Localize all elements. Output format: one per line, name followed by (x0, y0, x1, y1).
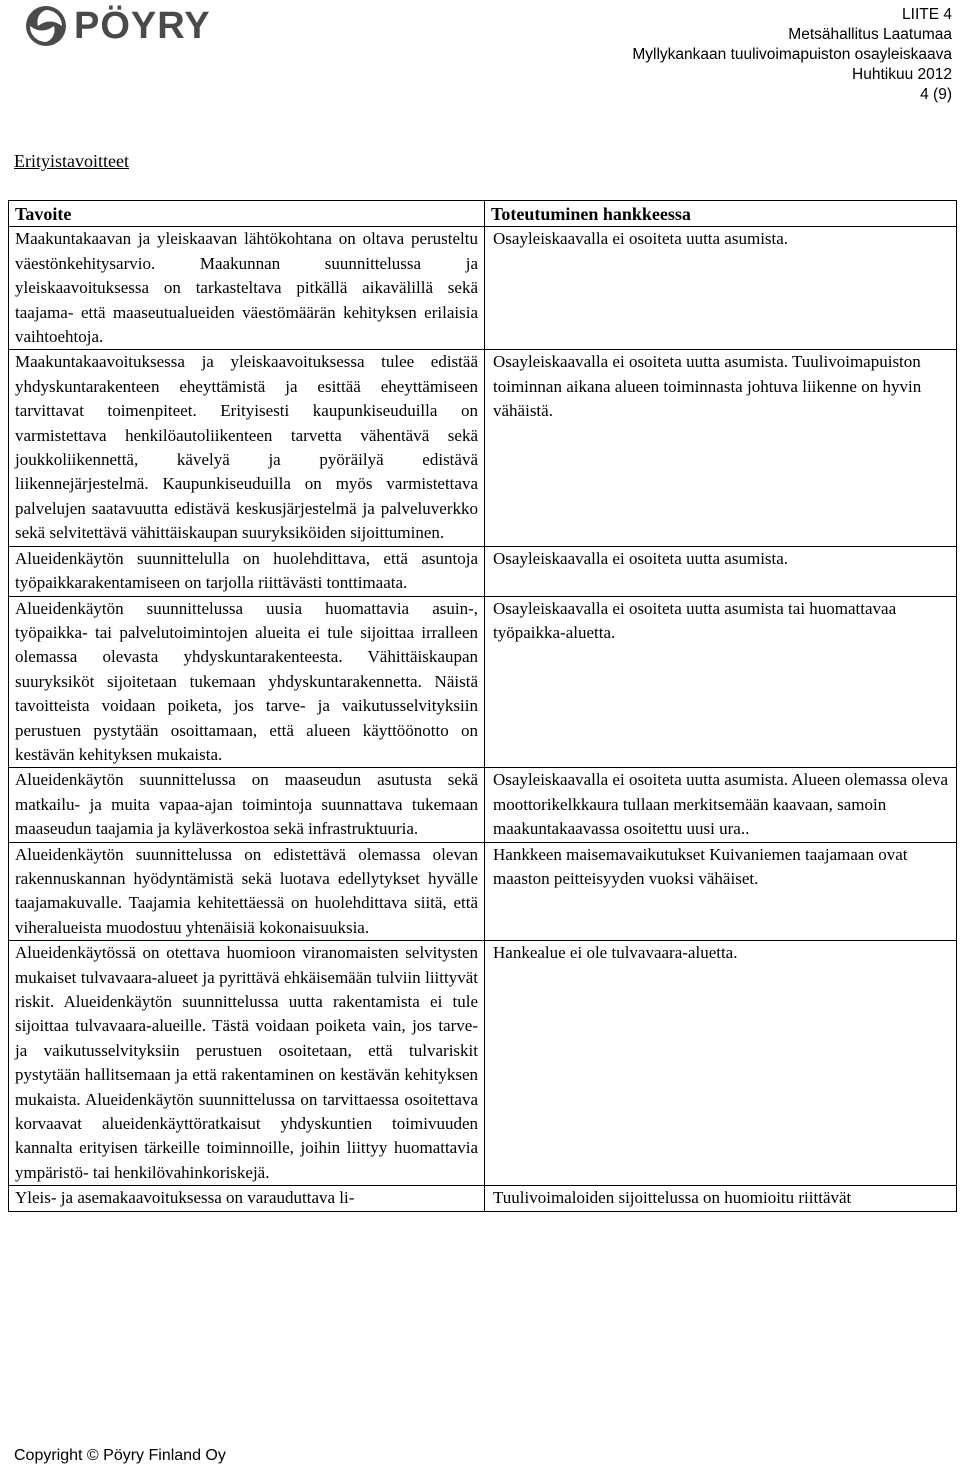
attachment-label: LIITE 4 (902, 6, 952, 23)
table-row (9, 350, 957, 546)
poyry-logo-icon (24, 4, 68, 48)
goal-cell: Alueidenkäytön suunnittelulla on huolehdittava, että asuntoja työpaikkarakentamiseen on tarjolla riittävästi tonttimaata. (9, 546, 485, 596)
company-logo (24, 4, 211, 48)
result-cell: Hankealue ei ole tulvavaara-aluetta. (485, 941, 957, 1186)
goal-cell: Alueidenkäytön suunnittelussa uusia huomattavia asuin-, työpaikka- tai palvelutoimintojen alueita ei tule sijoittaa irralleen olemassa olevasta yhdyskuntarakenteesta. Vähittäiskaupan suuryksiköt sijoitetaan tukemaan yhdyskuntarakennetta. Näistä tavoitteista voidaan poiketa, jos tarve- ja vaikutusselvityksiin perustuen pystytään osoittamaan, että alueen käyttöönotto on kestävän kehityksen mukaista. (9, 596, 485, 768)
column-header-result: Toteutuminen hankkeessa (485, 201, 957, 227)
goal-cell: Alueidenkäytön suunnittelussa on edistettävä olemassa olevan rakennuskannan hyödyntämistä sekä luotava edellytykset hyvälle taajamakuvalle. Taajamia kehitettäessä on huolehdittava siitä, että viheralueista muodostuu yhtenäisiä kokonaisuuksia. (9, 842, 485, 941)
client-name: Metsähallitus Laatumaa (788, 26, 952, 43)
table-row (9, 1186, 957, 1211)
goal-cell: Yleis- ja asemakaavoituksessa on varauduttava li- (9, 1186, 485, 1211)
logo-wordmark: PÖYRY (74, 5, 211, 47)
table-row (9, 768, 957, 842)
goal-cell: Alueidenkäytössä on otettava huomioon viranomaisten selvitysten mukaiset tulvavaara-alueet ja pyrittävä ehkäisemään tulviin liittyvät riskit. Alueidenkäytön suunnittelussa uutta rakentamista ei tule sijoittaa tulvavaara-alueille. Tästä voidaan poiketa vain, jos tarve- ja vaikutusselvityksiin perustuen osoitetaan, että tulvariskit pystytään hallitsemaan ja että rakentaminen on kestävän kehityksen mukaista. Alueidenkäytön suunnittelussa on tarvittaessa osoitettava korvaavat alueidenkäyttöratkaisut yhdyskuntien toimivuuden kannalta erityisen tärkeille toiminnoille, joihin liittyy huomattavia ympäristö- tai henkilövahinkoriskejä. (9, 941, 485, 1186)
result-cell: Osayleiskaavalla ei osoiteta uutta asumista. (485, 227, 957, 350)
result-cell: Osayleiskaavalla ei osoiteta uutta asumista. Alueen olemassa oleva moottorikelkkaura tullaan merkitsemään kaavaan, samoin maakuntakaavassa osoitettu uusi ura.. (485, 768, 957, 842)
page-number: 4 (9) (920, 86, 952, 103)
document-header (632, 5, 952, 105)
goal-cell: Maakuntakaavan ja yleiskaavan lähtökohtana on oltava perusteltu väestönkehitysarvio. Maakunnan suunnittelussa ja yleiskaavoituksessa on tarkasteltava pitkällä aikavälillä sekä taajama- että maaseutualueiden väestömäärän kehityksen erilaisia vaihtoehtoja. (9, 227, 485, 350)
goals-table (8, 200, 957, 1212)
table-row (9, 596, 957, 768)
table-row (9, 842, 957, 941)
result-cell: Tuulivoimaloiden sijoittelussa on huomioitu riittävät (485, 1186, 957, 1211)
table-row (9, 941, 957, 1186)
result-cell: Osayleiskaavalla ei osoiteta uutta asumista. Tuulivoimapuiston toiminnan aikana alueen toiminnasta johtuva liikenne on hyvin vähäistä. (485, 350, 957, 546)
document-date: Huhtikuu 2012 (852, 66, 952, 83)
result-cell: Osayleiskaavalla ei osoiteta uutta asumista. (485, 546, 957, 596)
goal-cell: Alueidenkäytön suunnittelussa on maaseudun asutusta sekä matkailu- ja muita vapaa-ajan toimintoja suunnattava tukemaan maaseudun taajamia ja kyläverkostoa sekä infrastruktuuria. (9, 768, 485, 842)
project-name: Myllykankaan tuulivoimapuiston osayleiskaava (632, 46, 952, 63)
section-title: Erityistavoitteet (14, 151, 129, 171)
table-row (9, 546, 957, 596)
column-header-goal: Tavoite (9, 201, 485, 227)
result-cell: Osayleiskaavalla ei osoiteta uutta asumista tai huomattavaa työpaikka-aluetta. (485, 596, 957, 768)
goal-cell: Maakuntakaavoituksessa ja yleiskaavoituksessa tulee edistää yhdyskuntarakenteen eheyttämistä ja esittää eheyttämiseen tarvittavat toimenpiteet. Erityisesti kaupunkiseuduilla on varmistettava henkilöautoliikenteen tarvetta vähentävä sekä joukkoliikennettä, kävelyä ja pyöräilyä edistävä liikennejärjestelmä. Kaupunkiseuduilla on myös varmistettava palvelujen saatavuutta edistävä keskusjärjestelmä ja palveluverkko sekä selvitettävä vähittäiskaupan suuryksiköiden sijoittuminen. (9, 350, 485, 546)
table-row (9, 227, 957, 350)
copyright-footer: Copyright © Pöyry Finland Oy (14, 1447, 226, 1464)
result-cell: Hankkeen maisemavaikutukset Kuivaniemen taajamaan ovat maaston peitteisyyden vuoksi vähäiset. (485, 842, 957, 941)
table-header-row (9, 201, 957, 227)
